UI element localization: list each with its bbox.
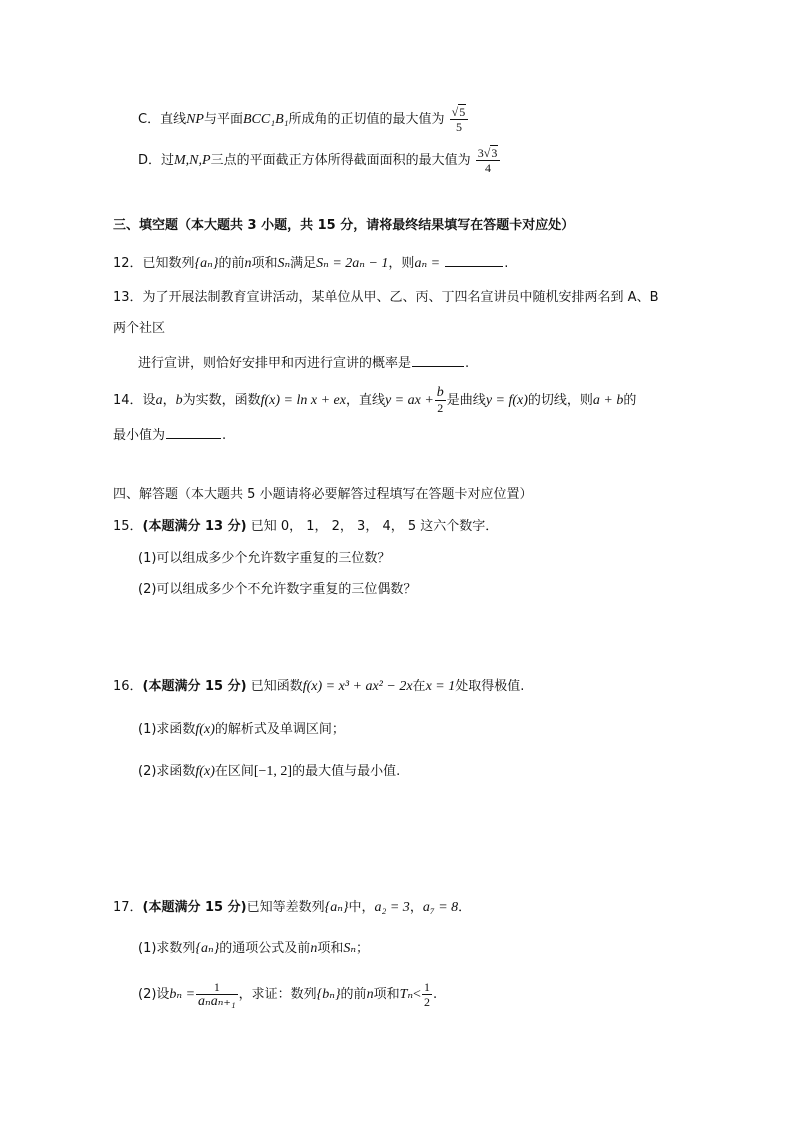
q15-part2: (2)可以组成多少个不允许数字重复的三位偶数？ (138, 582, 417, 597)
text: 已知数列 (142, 256, 195, 271)
math: n (244, 256, 252, 271)
radicand: 3 (491, 146, 498, 160)
math: n (366, 987, 374, 1002)
text: 的解析式及单调区间； (214, 722, 345, 737)
text: 的切线，则 (527, 393, 593, 408)
math: {bₙ} (316, 987, 341, 1002)
math: Sₙ = 2aₙ − 1 (316, 256, 389, 271)
text: 所成角的正切值的最大值为 (288, 112, 445, 127)
text: (2)设 (138, 987, 170, 1002)
section-3-title: 三、填空题（本大题共 3 小题，共 15 分，请将最终结果填写在答题卡对应处） (113, 218, 575, 233)
answer-blank[interactable] (412, 352, 464, 367)
q14-line2 (113, 424, 226, 446)
answer-blank[interactable] (445, 252, 503, 267)
q16-part1 (138, 720, 345, 740)
text: (1)求函数 (138, 722, 196, 737)
q15-part1: (1)可以组成多少个允许数字重复的三位数？ (138, 551, 391, 566)
q13-line2: 两个社区 (113, 321, 166, 336)
text: 进行宣讲，则恰好安排甲和丙进行宣讲的概率是 (138, 356, 412, 371)
text: 满足 (290, 256, 317, 271)
text: . (465, 356, 470, 371)
math: {aₙ} (195, 941, 220, 956)
math: a₇ = 8 (422, 900, 459, 915)
math: x = 1 (425, 679, 456, 694)
q14-line1 (113, 386, 636, 415)
math: f(x) = ln x + ex (260, 393, 346, 408)
numerator: 1 (423, 980, 430, 994)
text: 的前 (218, 256, 245, 271)
radicand: 5 (459, 105, 466, 119)
denominator: 5 (455, 120, 462, 134)
numerator: b (436, 385, 444, 400)
q12 (113, 252, 508, 274)
text: 在区间 (214, 764, 254, 779)
q-number: 15． (113, 519, 143, 534)
q-number: 12． (113, 256, 143, 271)
text: 项和 (317, 941, 344, 956)
text: . (222, 428, 227, 443)
math: f(x) = x³ + ax² − 2x (302, 679, 413, 694)
q16 (113, 677, 524, 697)
text: D．过 (138, 153, 175, 168)
q-number: 17． (113, 900, 143, 915)
fraction (422, 980, 432, 1009)
math: y = ax + (384, 393, 434, 408)
fraction: $\frac{3√3}{4}$ (476, 146, 501, 175)
math: b (175, 393, 183, 408)
q17 (113, 898, 471, 918)
math: bₙ = (169, 987, 196, 1002)
math: n (310, 941, 318, 956)
numerator: 1 (196, 980, 238, 995)
text: ． (458, 900, 472, 915)
text: 已知等差数列 (246, 900, 325, 915)
math: {aₙ} (194, 256, 219, 271)
text: 已知函数 (250, 679, 303, 694)
q13-line3 (138, 352, 469, 374)
math: Sₙ (277, 256, 291, 271)
q11-option-c (138, 105, 469, 134)
math: a + b (592, 393, 624, 408)
text: ，则 (388, 256, 415, 271)
math: a₂ = 3 (374, 900, 410, 915)
text: 项和 (373, 987, 400, 1002)
q17-part2 (138, 980, 437, 1009)
text: 在 (412, 679, 426, 694)
q17-part1 (138, 939, 369, 959)
text: 的通项公式及前 (219, 941, 311, 956)
text: 项和 (251, 256, 278, 271)
denominator: 4 (485, 161, 492, 175)
text: 最小值为 (113, 428, 166, 443)
denominator: 2 (437, 401, 444, 415)
math: f(x) (195, 722, 215, 737)
math: {aₙ} (324, 900, 349, 915)
text: (2)求函数 (138, 764, 196, 779)
math: < (413, 987, 421, 1002)
q13-line1: 13．为了开展法制教育宣讲活动，某单位从甲、乙、丙、丁四名宣讲员中随机安排两名到 A、B (113, 290, 659, 305)
coefficient: 3 (477, 146, 484, 160)
fraction (435, 386, 446, 415)
text: 的 (623, 393, 637, 408)
text: 的前 (340, 987, 367, 1002)
text: 三点的平面截正方体所得截面面积的最大值为 (210, 153, 471, 168)
text: . (432, 987, 438, 1002)
text: 的最大值与最小值. (292, 764, 401, 779)
fraction: $\frac{√5}{5}$ (450, 105, 469, 134)
text: C．直线 (138, 112, 187, 127)
denominator: aₙaₙ₊₁ (198, 994, 236, 1009)
score: (本题满分 15 分) (142, 679, 247, 694)
math: a (155, 393, 163, 408)
math: BCC₁B₁ (242, 112, 289, 127)
math: [−1, 2] (253, 764, 293, 779)
section-4-title: 四、解答题（本大题共 5 小题请将必要解答过程填写在答题卡对应位置） (113, 487, 533, 502)
text: ，求证：数列 (238, 987, 317, 1002)
text: 中， (348, 900, 375, 915)
text: . (504, 256, 509, 271)
math: NP (186, 112, 204, 127)
text: 是曲线 (446, 393, 486, 408)
math: y = f(x) (485, 393, 528, 408)
q-number: 16． (113, 679, 143, 694)
text: ，直线 (345, 393, 385, 408)
text: 为实数，函数 (182, 393, 261, 408)
text: (1)求数列 (138, 941, 196, 956)
fraction (196, 980, 238, 1009)
text: 处取得极值. (455, 679, 525, 694)
text: 与平面 (203, 112, 243, 127)
q15 (113, 517, 498, 537)
math: Tₙ (399, 987, 414, 1002)
q11-option-d (138, 146, 501, 175)
text: ， (409, 900, 423, 915)
math: M,N,P (174, 153, 211, 168)
answer-blank[interactable] (166, 424, 221, 439)
denominator: 2 (423, 995, 430, 1009)
math: aₙ = (414, 256, 441, 271)
text: ； (356, 941, 370, 956)
text: ， (162, 393, 176, 408)
score: (本题满分 15 分) (142, 900, 247, 915)
text: 设 (142, 393, 156, 408)
score: (本题满分 13 分) (142, 519, 247, 534)
math: Sₙ (343, 941, 357, 956)
q-number: 14． (113, 393, 143, 408)
text: 已知 0， 1， 2， 3， 4， 5 这六个数字． (250, 519, 499, 534)
q16-part2 (138, 762, 400, 782)
math: f(x) (195, 764, 215, 779)
